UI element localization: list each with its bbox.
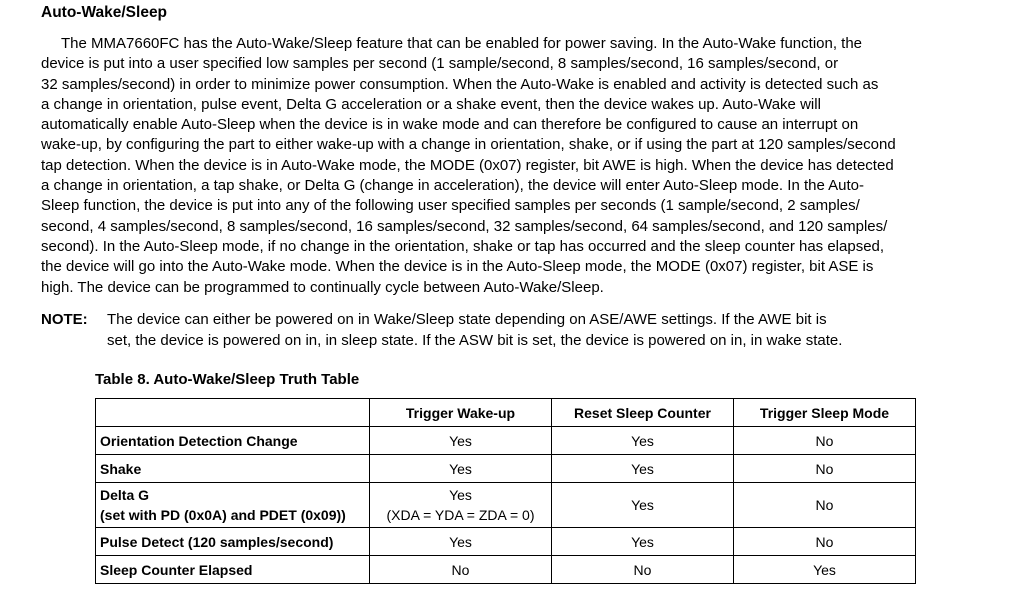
note-line: The device can either be powered on in Wake/Sleep state depending on ASE/AWE settings. If the AWE bit is — [107, 311, 827, 328]
table-header-row — [96, 399, 916, 427]
note-text — [107, 309, 967, 351]
row-label: Sleep Counter Elapsed — [96, 556, 370, 584]
paragraph-line: a change in orientation, a tap shake, or Delta G (change in acceleration), the device will enter Auto-Sleep mode. In the Auto- — [41, 177, 864, 195]
row-label — [96, 483, 370, 528]
paragraph-line: The MMA7660FC has the Auto-Wake/Sleep feature that can be enabled for power saving. In the Auto-Wake function, the — [61, 35, 863, 52]
table-cell: Yes — [370, 455, 552, 483]
table-cell: No — [552, 556, 734, 584]
column-header: Trigger Sleep Mode — [734, 399, 916, 427]
paragraph-line: high. The device can be programmed to continually cycle between Auto-Wake/Sleep. — [41, 278, 604, 296]
row-label: Pulse Detect (120 samples/second) — [96, 528, 370, 556]
table-row — [96, 427, 916, 455]
paragraph-line: the device will go into the Auto-Wake mode. When the device is in the Auto-Sleep mode, the MODE (0x07) register, bit ASE is — [41, 258, 874, 276]
paragraph-line: second, 4 samples/second, 8 samples/second, 16 samples/second, 32 samples/second, 64 samples/second, and 120 samples/ — [41, 217, 888, 235]
table-cell: Yes — [370, 528, 552, 556]
table-cell: Yes — [552, 455, 734, 483]
paragraph-line: device is put into a user specified low samples per second (1 sample/second, 8 samples/second, 16 samples/second, or — [41, 55, 839, 73]
table-row — [96, 556, 916, 584]
cell-sub: (XDA = YDA = ZDA = 0) — [386, 507, 535, 523]
row-label-main: Delta G — [100, 487, 150, 503]
paragraph-line: tap detection. When the device is in Auto-Wake mode, the MODE (0x07) register, bit AWE is high. When the device has detected — [41, 156, 894, 174]
table-cell: Yes — [734, 556, 916, 584]
table-row — [96, 455, 916, 483]
note-label: NOTE: — [41, 311, 88, 328]
paragraph-line: wake-up, by configuring the part to either wake-up with a change in orientation, shake, or if using the part at 120 samples/second — [41, 136, 896, 154]
table-cell: No — [734, 483, 916, 528]
column-header: Reset Sleep Counter — [552, 399, 734, 427]
row-label: Shake — [96, 455, 370, 483]
paragraph-line: automatically enable Auto-Sleep when the device is in wake mode and can therefore be configured to cause an interrupt on — [41, 116, 859, 134]
note-line: set, the device is powered on in, in sleep state. If the ASW bit is set, the device is powered on in, in wake state. — [107, 332, 843, 349]
table-cell — [370, 483, 552, 528]
table-cell: No — [734, 455, 916, 483]
table-cell: Yes — [552, 528, 734, 556]
table-cell: No — [370, 556, 552, 584]
table-cell: No — [734, 427, 916, 455]
paragraph-line: a change in orientation, pulse event, Delta G acceleration or a shake event, then the device wakes up. Auto-Wake will — [41, 95, 821, 113]
cell-main: Yes — [449, 487, 472, 503]
row-label: Orientation Detection Change — [96, 427, 370, 455]
section-heading: Auto-Wake/Sleep — [41, 4, 168, 21]
table-row — [96, 483, 916, 528]
table-cell: Yes — [552, 483, 734, 528]
table-title: Table 8. Auto-Wake/Sleep Truth Table — [95, 371, 360, 388]
column-header — [96, 399, 370, 427]
table-row — [96, 528, 916, 556]
truth-table — [95, 398, 916, 584]
row-label-sub: (set with PD (0x0A) and PDET (0x09)) — [100, 507, 346, 523]
paragraph-line: second). In the Auto-Sleep mode, if no change in the orientation, shake or tap has occurred and the sleep counter has elapsed, — [41, 237, 885, 255]
table-cell: No — [734, 528, 916, 556]
column-header: Trigger Wake-up — [370, 399, 552, 427]
paragraph-line: Sleep function, the device is put into any of the following user specified samples per seconds (1 sample/second, 2 samples/ — [41, 197, 860, 215]
table-cell: Yes — [552, 427, 734, 455]
body-paragraph — [41, 34, 976, 298]
paragraph-line: 32 samples/second) in order to minimize power consumption. When the Auto-Wake is enabled and activity is detected such as — [41, 75, 879, 93]
table-cell: Yes — [370, 427, 552, 455]
